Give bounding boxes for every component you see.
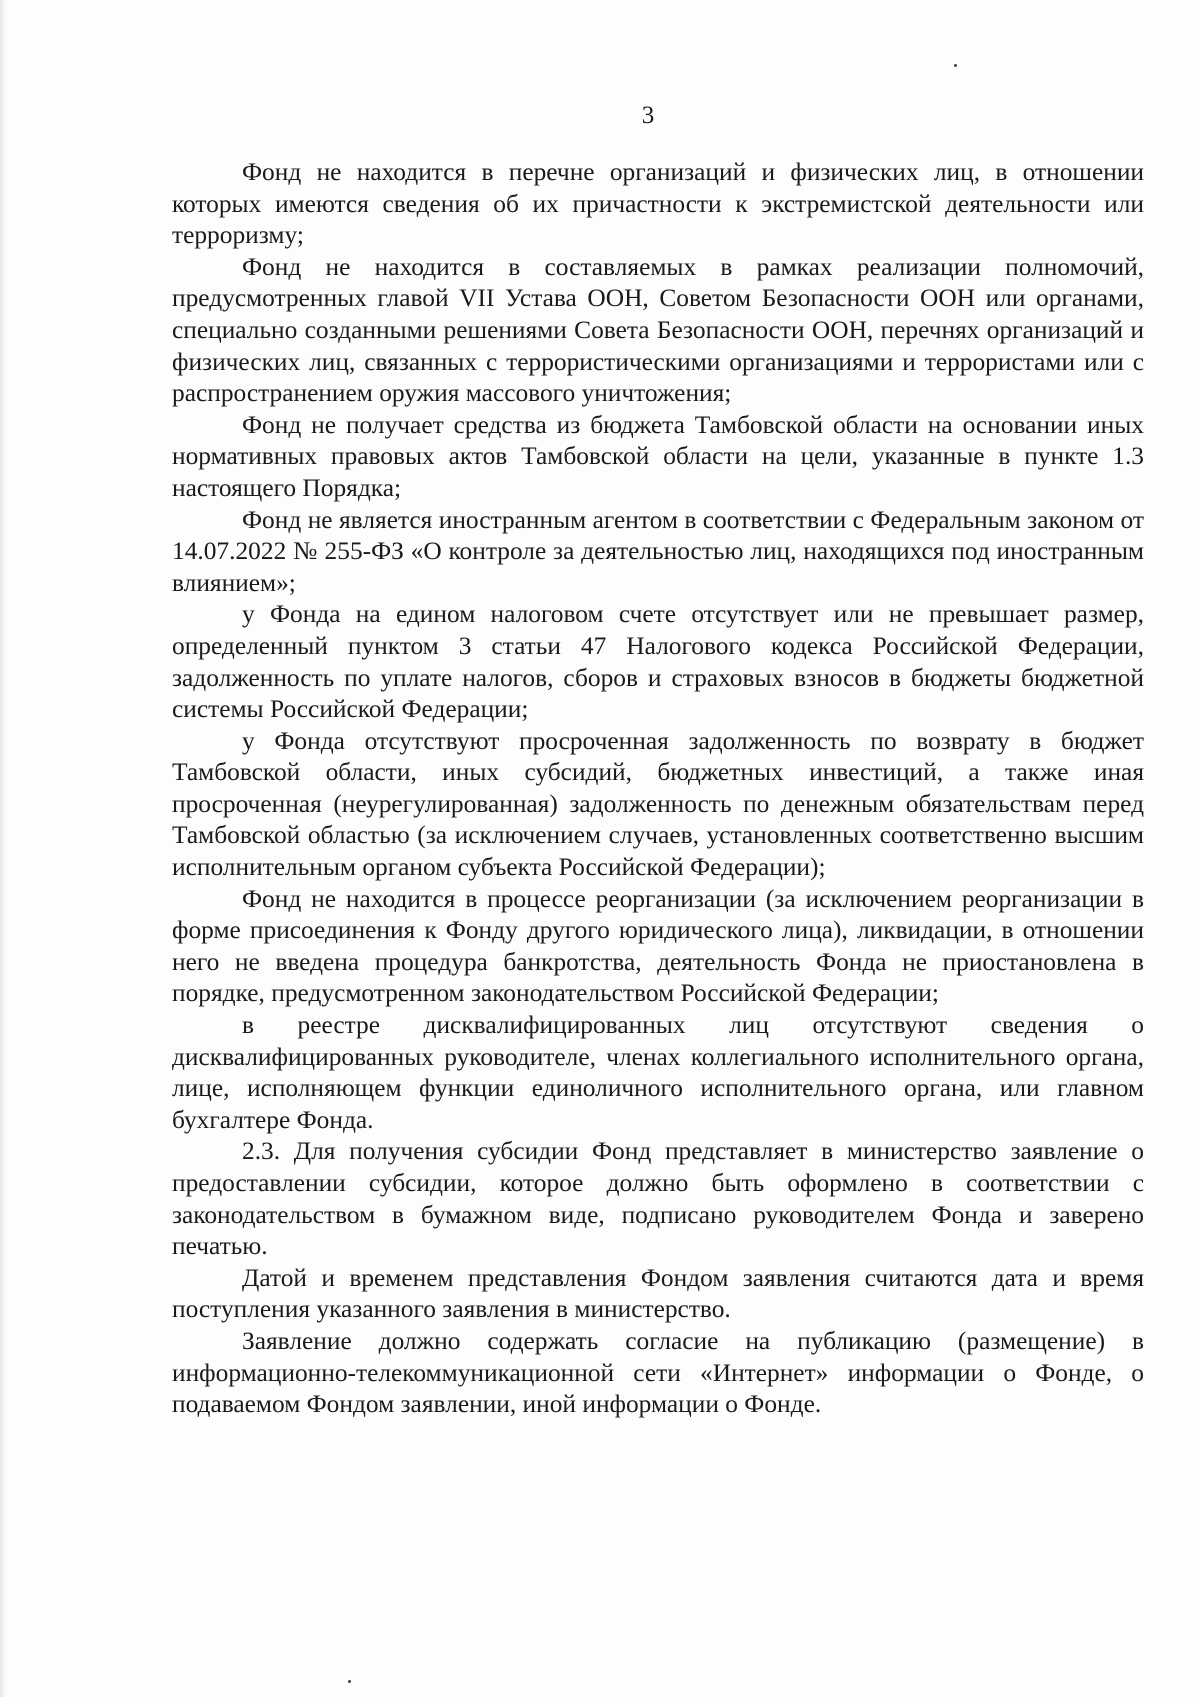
scan-speck <box>348 1680 351 1683</box>
paragraph: у Фонда отсутствуют просроченная задолженность по возврату в бюджет Тамбовской области, иных субсидий, бюджетных инвестиций, а также иная просроченная (неурегулированная) задолженность по денежным обязательствам перед Тамбовской областью (за исключением случаев, установленных соответственно высшим исполнительным органом субъекта Российской Федерации); <box>172 726 1144 882</box>
paragraph: Датой и временем представления Фондом заявления считаются дата и время поступления указанного заявления в министерство. <box>172 1263 1144 1324</box>
page-number: 3 <box>641 102 655 129</box>
paragraph: Фонд не получает средства из бюджета Тамбовской области на основании иных нормативных правовых актов Тамбовской области на цели, указанные в пункте 1.3 настоящего Порядка; <box>172 410 1144 502</box>
paragraph: Фонд не находится в составляемых в рамках реализации полномочий, предусмотренных главой VII Устава ООН, Советом Безопасности ООН или органами, специально созданными решениями Совета Безопасности ООН, перечнях организаций и физических лиц, связанных с террористическими организациями и террористами или с распространением оружия массового уничтожения; <box>172 252 1144 408</box>
paragraph: Фонд не находится в процессе реорганизации (за исключением реорганизации в форме присоединения к Фонду другого юридического лица), ликвидации, в отношении него не введена процедура банкротства, деятельность Фонда не приостановлена в порядке, предусмотренном законодательством Российской Федерации; <box>172 884 1144 1008</box>
document-body <box>172 157 1144 1421</box>
scan-speck <box>954 64 957 67</box>
paragraph: Фонд не является иностранным агентом в соответствии с Федеральным законом от 14.07.2022 № 255-ФЗ «О контроле за деятельностью лиц, находящихся под иностранным влиянием»; <box>172 505 1144 597</box>
scan-edge-shadow <box>0 0 6 1697</box>
paragraph: Заявление должно содержать согласие на публикацию (размещение) в информационно-телекоммуникационной сети «Интернет» информации о Фонде, о подаваемом Фондом заявлении, иной информации о Фонде. <box>172 1326 1144 1419</box>
paragraph: в реестре дисквалифицированных лиц отсутствуют сведения о дисквалифицированных руководителе, членах коллегиального исполнительного органа, лице, исполняющем функции единоличного исполнительного органа, или главном бухгалтере Фонда. <box>172 1011 1144 1134</box>
paragraph: 2.3. Для получения субсидии Фонд представляет в министерство заявление о предоставлении субсидии, которое должно быть оформлено в соответствии с законодательством в бумажном виде, подписано руководителем Фонда и заверено печатью. <box>172 1137 1144 1261</box>
paragraph: Фонд не находится в перечне организаций и физических лиц, в отношении которых имеются сведения об их причастности к экстремистской деятельности или терроризму; <box>172 158 1144 250</box>
paragraph: у Фонда на едином налоговом счете отсутствует или не превышает размер, определенный пунктом 3 статьи 47 Налогового кодекса Российской Федерации, задолженность по уплате налогов, сборов и страховых взносов в бюджеты бюджетной системы Российской Федерации; <box>172 600 1144 724</box>
